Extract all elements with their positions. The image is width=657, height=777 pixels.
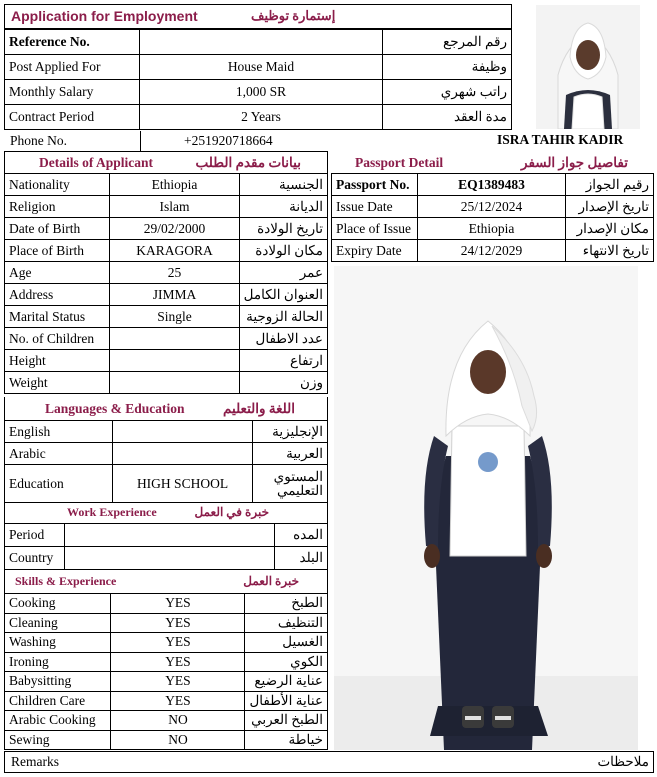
arabic-value: [113, 443, 253, 465]
english-label: English: [5, 421, 113, 443]
english-label-ar: الإنجليزية: [253, 421, 328, 443]
detail-height-label-ar: ارتفاع: [239, 350, 327, 372]
skill-babysitting-value: YES: [111, 672, 245, 692]
work-table: [4, 523, 328, 570]
place-of-issue-label-ar: مكان الإصدار: [566, 218, 654, 240]
country-label-ar: البلد: [275, 547, 328, 570]
table-row: [5, 218, 328, 240]
table-row: [5, 328, 328, 350]
issue-date-label: Issue Date: [332, 196, 418, 218]
skill-cooking-value: YES: [111, 594, 245, 614]
table-row: [5, 594, 328, 614]
post-label-ar: وظيفة: [383, 55, 512, 80]
passport-no-value: EQ1389483: [418, 174, 566, 196]
detail-age-label: Age: [5, 262, 110, 284]
detail-height-label: Height: [5, 350, 110, 372]
expiry-date-label: Expiry Date: [332, 240, 418, 262]
remarks-label: Remarks: [11, 754, 59, 769]
passport-no-label-ar: رقيم الجواز: [566, 174, 654, 196]
detail-age-value: 25: [110, 262, 239, 284]
table-row: [5, 547, 328, 570]
table-row: [5, 240, 328, 262]
table-row: [5, 711, 328, 731]
passport-no-label: Passport No.: [332, 174, 418, 196]
languages-title: Languages & Education: [45, 400, 185, 416]
detail-weight-label-ar: وزن: [239, 372, 327, 394]
detail-religion-label-ar: الديانة: [239, 196, 327, 218]
phone-label: Phone No.: [10, 133, 67, 148]
phone-row: [4, 131, 328, 152]
table-row: [332, 174, 654, 196]
table-row: [332, 218, 654, 240]
skill-children-care-label-ar: عناية الأطفال: [245, 691, 328, 711]
english-value: [113, 421, 253, 443]
detail-date-of-birth-value: 29/02/2000: [110, 218, 239, 240]
detail-nationality-label-ar: الجنسية: [239, 174, 327, 196]
arabic-label: Arabic: [5, 443, 113, 465]
detail-address-label-ar: العنوان الكامل: [239, 284, 327, 306]
detail-no-of-children-label: No. of Children: [5, 328, 110, 350]
skill-cooking-label: Cooking: [5, 594, 111, 614]
reference-label-ar: رقم المرجع: [383, 30, 512, 55]
skill-washing-value: YES: [111, 633, 245, 653]
post-value: House Maid: [140, 55, 383, 80]
table-row: [5, 196, 328, 218]
detail-weight-label: Weight: [5, 372, 110, 394]
table-row: [332, 196, 654, 218]
education-label-ar: المستوي التعليمي: [253, 465, 328, 503]
detail-date-of-birth-label-ar: تاريخ الولادة: [239, 218, 327, 240]
detail-no-of-children-value: [110, 328, 239, 350]
table-row: [5, 262, 328, 284]
table-row: [5, 465, 328, 503]
remarks-row: [4, 751, 654, 773]
table-row: [5, 306, 328, 328]
form-title: Application for Employment: [11, 8, 198, 24]
table-row: [5, 421, 328, 443]
top-info-table: [4, 29, 512, 130]
skill-babysitting-label: Babysitting: [5, 672, 111, 692]
skill-washing-label-ar: الغسيل: [245, 633, 328, 653]
skill-arabic-cooking-label: Arabic Cooking: [5, 711, 111, 731]
detail-place-of-birth-label: Place of Birth: [5, 240, 110, 262]
detail-weight-value: [110, 372, 239, 394]
contract-label-ar: مدة العقد: [383, 105, 512, 130]
languages-table: [4, 420, 328, 503]
detail-height-value: [110, 350, 239, 372]
post-label: Post Applied For: [5, 55, 140, 80]
reference-value: [140, 30, 383, 55]
applicant-full-photo: [334, 266, 638, 750]
contract-label: Contract Period: [5, 105, 140, 130]
details-title: Details of Applicant: [39, 154, 154, 170]
form-title-ar: إستمارة توظيف: [251, 8, 336, 23]
details-section-title: [4, 152, 328, 173]
table-row: [5, 730, 328, 750]
country-label: Country: [5, 547, 65, 570]
table-row: [5, 30, 512, 55]
skill-cleaning-label-ar: التنظيف: [245, 613, 328, 633]
details-title-ar: بيانات مقدم الطلب: [195, 154, 301, 170]
skill-sewing-label-ar: خياطة: [245, 730, 328, 750]
detail-address-label: Address: [5, 284, 110, 306]
detail-marital-status-label-ar: الحالة الزوجية: [239, 306, 327, 328]
table-row: [5, 613, 328, 633]
detail-address-value: JIMMA: [110, 284, 239, 306]
table-row: [5, 350, 328, 372]
skill-ironing-label: Ironing: [5, 652, 111, 672]
applicant-headshot: [536, 5, 640, 129]
skills-section-title: [4, 570, 328, 593]
table-row: [5, 105, 512, 130]
passport-table: [331, 173, 654, 262]
expiry-date-label-ar: تاريخ الانتهاء: [566, 240, 654, 262]
skill-sewing-label: Sewing: [5, 730, 111, 750]
phone-value: +251920718664: [184, 133, 273, 148]
detail-place-of-birth-value: KARAGORA: [110, 240, 239, 262]
detail-marital-status-value: Single: [110, 306, 239, 328]
issue-date-value: 25/12/2024: [418, 196, 566, 218]
education-value: HIGH SCHOOL: [113, 465, 253, 503]
contract-value: 2 Years: [140, 105, 383, 130]
skill-arabic-cooking-label-ar: الطبخ العربي: [245, 711, 328, 731]
detail-place-of-birth-label-ar: مكان الولادة: [239, 240, 327, 262]
applicant-name: ISRA TAHIR KADIR: [497, 132, 624, 147]
table-row: [5, 80, 512, 105]
languages-title-ar: اللغة والتعليم: [223, 400, 295, 416]
reference-label: Reference No.: [5, 30, 140, 55]
table-row: [5, 174, 328, 196]
detail-nationality-value: Ethiopia: [110, 174, 239, 196]
period-label-ar: المده: [275, 524, 328, 547]
table-row: [5, 443, 328, 465]
passport-section-title: [331, 152, 654, 173]
detail-date-of-birth-label: Date of Birth: [5, 218, 110, 240]
table-row: [332, 240, 654, 262]
remarks-label-ar: ملاحظات: [597, 754, 649, 769]
country-value: [65, 547, 275, 570]
table-row: [5, 524, 328, 547]
table-row: [5, 691, 328, 711]
work-title: Work Experience: [67, 505, 157, 519]
skill-cooking-label-ar: الطبخ: [245, 594, 328, 614]
place-of-issue-label: Place of Issue: [332, 218, 418, 240]
detail-nationality-label: Nationality: [5, 174, 110, 196]
skill-babysitting-label-ar: عناية الرضيع: [245, 672, 328, 692]
skill-washing-label: Washing: [5, 633, 111, 653]
skill-arabic-cooking-value: NO: [111, 711, 245, 731]
passport-title: Passport Detail: [355, 154, 444, 170]
detail-marital-status-label: Marital Status: [5, 306, 110, 328]
expiry-date-value: 24/12/2029: [418, 240, 566, 262]
passport-title-ar: تفاصيل جواز السفر: [521, 154, 628, 170]
languages-section-title: [4, 397, 328, 420]
skills-table: [4, 593, 328, 750]
salary-label-ar: راتب شهري: [383, 80, 512, 105]
work-title-ar: خبرة في العمل: [194, 505, 269, 519]
details-table: [4, 173, 328, 394]
table-row: [5, 284, 328, 306]
skill-children-care-value: YES: [111, 691, 245, 711]
skills-title-ar: خبرة العمل: [243, 574, 299, 588]
period-value: [65, 524, 275, 547]
period-label: Period: [5, 524, 65, 547]
detail-age-label-ar: عمر: [239, 262, 327, 284]
table-row: [5, 652, 328, 672]
salary-label: Monthly Salary: [5, 80, 140, 105]
skill-cleaning-label: Cleaning: [5, 613, 111, 633]
skill-cleaning-value: YES: [111, 613, 245, 633]
detail-no-of-children-label-ar: عدد الاطفال: [239, 328, 327, 350]
skills-title: Skills & Experience: [15, 574, 117, 588]
place-of-issue-value: Ethiopia: [418, 218, 566, 240]
table-row: [5, 633, 328, 653]
detail-religion-value: Islam: [110, 196, 239, 218]
table-row: [5, 55, 512, 80]
education-label: Education: [5, 465, 113, 503]
skill-ironing-label-ar: الكوي: [245, 652, 328, 672]
salary-value: 1,000 SR: [140, 80, 383, 105]
table-row: [5, 372, 328, 394]
issue-date-label-ar: تاريخ الإصدار: [566, 196, 654, 218]
header-bar: [4, 4, 512, 29]
detail-religion-label: Religion: [5, 196, 110, 218]
skill-ironing-value: YES: [111, 652, 245, 672]
skill-children-care-label: Children Care: [5, 691, 111, 711]
arabic-label-ar: العربية: [253, 443, 328, 465]
skill-sewing-value: NO: [111, 730, 245, 750]
table-row: [5, 672, 328, 692]
work-section-title: [4, 502, 328, 523]
